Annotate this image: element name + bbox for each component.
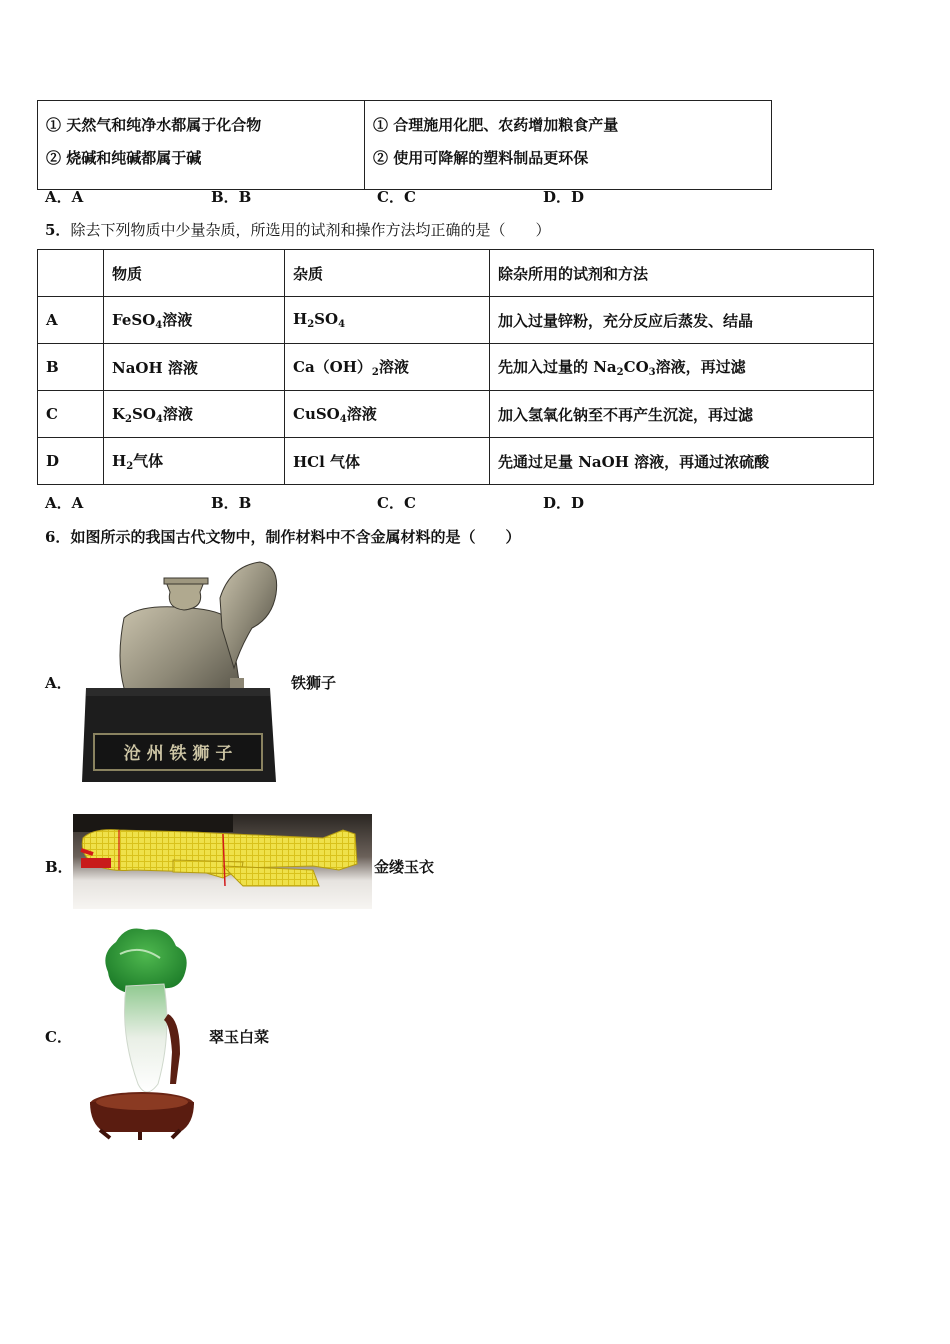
q5-row-substance: $H_2$气体 [104,438,285,485]
q4-left-line-2: ② 烧碱和纯碱都属于碱 [46,149,202,167]
q6-option-a-letter[interactable]: A． [45,674,72,692]
jade-cabbage-image [80,924,206,1140]
q6-option-c-caption: 翠玉白菜 [209,1028,270,1046]
q5-number: 5． [45,221,71,239]
iron-lion-image [80,558,282,784]
q5-row-label: A [38,297,104,344]
q4-right-line-2: ② 使用可降解的塑料制品更环保 [373,149,589,167]
q5-row-impurity: $H_2SO_4$ [285,297,490,344]
q5-row-method: 先通过足量 NaOH 溶液，再通过浓硫酸 [490,438,874,485]
q5-header-substance: 物质 [104,250,285,297]
q5-header-row [38,250,874,297]
q5-row-impurity: HCl 气体 [285,438,490,485]
q5-row-method: 先加入过量的 $Na_2CO_3$溶液，再过滤 [490,344,874,391]
q4-right-line-1: ① 合理施用化肥、农药增加粮食产量 [373,116,619,134]
q4-table [37,100,772,190]
q5-row-a [38,297,874,344]
q5-stem [45,219,550,240]
q5-row-label: C [38,391,104,438]
q5-text: 除去下列物质中少量杂质，所选用的试剂和操作方法均正确的是（ ） [70,221,551,239]
q6-option-b-caption: 金缕玉衣 [374,858,435,876]
q5-option-a[interactable]: A．A [45,494,84,512]
q6-option-a-caption: 铁狮子 [291,674,337,692]
q5-row-substance: FeSO$_4$溶液 [104,297,285,344]
q6-option-b-letter[interactable]: B． [45,858,73,876]
q5-row-substance: NaOH 溶液 [104,344,285,391]
q5-row-method: 加入氢氧化钠至不再产生沉淀，再过滤 [490,391,874,438]
q4-left-cell [38,101,365,190]
q5-header-blank [38,250,104,297]
q5-row-label: B [38,344,104,391]
q5-row-impurity: CuSO$_4$溶液 [285,391,490,438]
q6-text: 如图所示的我国古代文物中，制作材料中不含金属材料的是（ ） [70,528,521,546]
q5-row-d [38,438,874,485]
jade-suit-image [73,814,372,909]
q6-number: 6． [45,528,71,546]
q5-option-d[interactable]: D．D [543,494,585,512]
q6-option-c-letter[interactable]: C． [45,1028,72,1046]
q4-option-a[interactable]: A．A [45,188,84,206]
q5-row-label: D [38,438,104,485]
q5-row-method: 加入过量锌粉，充分反应后蒸发、结晶 [490,297,874,344]
q5-row-c [38,391,874,438]
q4-option-d[interactable]: D．D [543,188,585,206]
q5-row-substance: $K_2SO_4$溶液 [104,391,285,438]
q5-option-b[interactable]: B．B [211,494,252,512]
q5-header-method: 除杂所用的试剂和方法 [490,250,874,297]
lion-plaque-text: 沧 州 铁 狮 子 [123,744,233,764]
q4-right-cell [365,101,772,190]
q6-stem [45,526,520,547]
q5-table [37,249,874,485]
q5-row-b [38,344,874,391]
q4-option-c[interactable]: C．C [377,188,416,206]
q5-row-impurity: $Ca(OH)_2$溶液 [285,344,490,391]
q4-option-b[interactable]: B．B [211,188,252,206]
q4-left-line-1: ① 天然气和纯净水都属于化合物 [46,116,262,134]
q5-option-c[interactable]: C．C [377,494,416,512]
q5-header-impurity: 杂质 [285,250,490,297]
